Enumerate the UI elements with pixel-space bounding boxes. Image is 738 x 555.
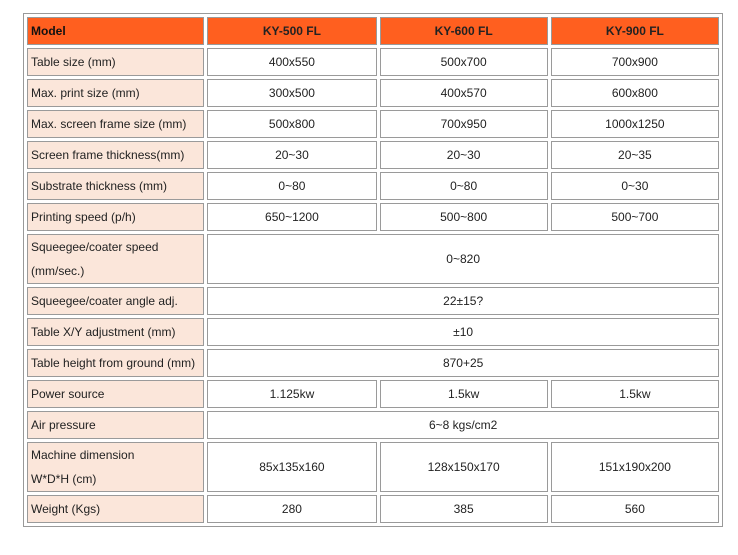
row-squeegee-angle (27, 287, 719, 315)
header-ky900: KY-900 FL (551, 17, 719, 45)
cell-value: 500~800 (380, 203, 548, 231)
cell-value: 0~30 (551, 172, 719, 200)
row-max-print-size (27, 79, 719, 107)
row-substrate-thickness (27, 172, 719, 200)
label-squeegee-angle: Squeegee/coater angle adj. (27, 287, 204, 315)
cell-value: 128x150x170 (380, 442, 548, 492)
cell-value: 385 (380, 495, 548, 523)
row-weight (27, 495, 719, 523)
cell-value: 20~30 (380, 141, 548, 169)
header-model: Model (27, 17, 204, 45)
header-ky500: KY-500 FL (207, 17, 376, 45)
row-power-source (27, 380, 719, 408)
label-power-source: Power source (27, 380, 204, 408)
cell-value: 400x570 (380, 79, 548, 107)
cell-value: 500x700 (380, 48, 548, 76)
row-xy-adjustment (27, 318, 719, 346)
cell-value: 870+25 (207, 349, 719, 377)
cell-value: 151x190x200 (551, 442, 719, 492)
label-line: (mm/sec.) (31, 264, 85, 278)
row-printing-speed (27, 203, 719, 231)
cell-value: 700x950 (380, 110, 548, 138)
cell-value: 400x550 (207, 48, 376, 76)
cell-value: 1000x1250 (551, 110, 719, 138)
cell-value: 0~80 (380, 172, 548, 200)
cell-value: 600x800 (551, 79, 719, 107)
cell-value: 1.5kw (551, 380, 719, 408)
label-line: Machine dimension (31, 448, 135, 462)
label-line: Squeegee/coater speed (31, 240, 159, 254)
header-ky600: KY-600 FL (380, 17, 548, 45)
cell-value: 20~30 (207, 141, 376, 169)
specification-table (23, 13, 723, 527)
label-xy-adjustment: Table X/Y adjustment (mm) (27, 318, 204, 346)
cell-value: 20~35 (551, 141, 719, 169)
row-frame-thickness (27, 141, 719, 169)
row-table-size (27, 48, 719, 76)
label-air-pressure: Air pressure (27, 411, 204, 439)
label-weight: Weight (Kgs) (27, 495, 204, 523)
cell-value: 1.5kw (380, 380, 548, 408)
cell-value: 0~80 (207, 172, 376, 200)
cell-value: 650~1200 (207, 203, 376, 231)
label-max-screen-frame: Max. screen frame size (mm) (27, 110, 204, 138)
label-machine-dimension (27, 442, 204, 492)
cell-value: ±10 (207, 318, 719, 346)
cell-value: 300x500 (207, 79, 376, 107)
cell-value: 560 (551, 495, 719, 523)
header-row (27, 17, 719, 45)
cell-value: 0~820 (207, 234, 719, 284)
label-substrate-thickness: Substrate thickness (mm) (27, 172, 204, 200)
cell-value: 700x900 (551, 48, 719, 76)
label-table-height: Table height from ground (mm) (27, 349, 204, 377)
row-air-pressure (27, 411, 719, 439)
row-table-height (27, 349, 719, 377)
label-table-size: Table size (mm) (27, 48, 204, 76)
row-machine-dimension (27, 442, 719, 492)
row-squeegee-speed (27, 234, 719, 284)
cell-value: 1.125kw (207, 380, 376, 408)
label-squeegee-speed (27, 234, 204, 284)
cell-value: 85x135x160 (207, 442, 376, 492)
spec-table-wrapper (23, 13, 723, 527)
cell-value: 500x800 (207, 110, 376, 138)
cell-value: 280 (207, 495, 376, 523)
cell-value: 22±15? (207, 287, 719, 315)
label-max-print-size: Max. print size (mm) (27, 79, 204, 107)
cell-value: 500~700 (551, 203, 719, 231)
cell-value: 6~8 kgs/cm2 (207, 411, 719, 439)
label-frame-thickness: Screen frame thickness(mm) (27, 141, 204, 169)
row-max-screen-frame (27, 110, 719, 138)
label-printing-speed: Printing speed (p/h) (27, 203, 204, 231)
label-line: W*D*H (cm) (31, 472, 97, 486)
